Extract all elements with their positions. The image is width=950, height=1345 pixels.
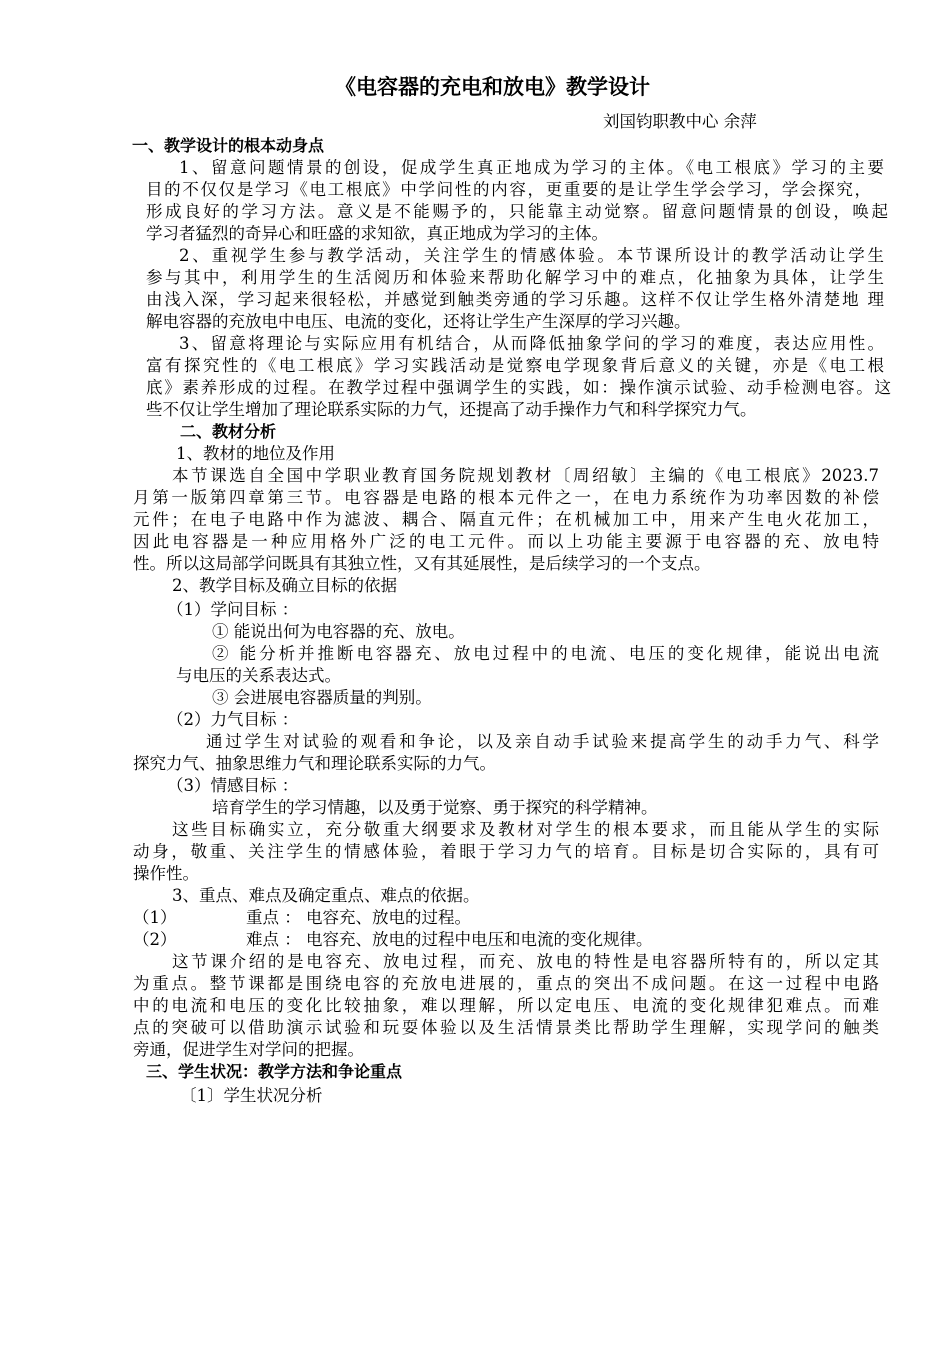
- goal-text: 培育学生的学习情趣，以及勇于觉察、勇于探究的科学精神。: [212, 798, 658, 817]
- key-point-number: （1）: [133, 908, 177, 927]
- goal-text: 探究力气、抽象思维力气和理论联系实际的力气。: [133, 754, 496, 773]
- paragraph-line: 元件；在电子电路中作为滤波、耦合、隔直元件；在机械加工中，用来产生电火花加工，: [133, 510, 879, 529]
- section-1-line: 参与其中，利用学生的生活阅历和体验来帮助化解学习中的难点，化抽象为具体，让学生: [146, 268, 884, 287]
- paragraph-line: 操作性。: [133, 864, 199, 883]
- paragraph-line: 为重点。整节课都是围绕电容的充放电进展的，重点的突出不成问题。在这一过程中电路: [133, 974, 879, 993]
- goal-item: ② 能分析并推断电容器充、放电过程中的电流、电压的变化规律，能说出电流: [212, 644, 879, 663]
- difficulty-number: （2）: [133, 930, 177, 949]
- document-title: 《电容器的充电和放电》教学设计: [335, 75, 650, 99]
- paragraph-line: 因此电容器是一种应用格外广泛的电工元件。而以上功能主要源于电容器的充、放电特: [133, 532, 879, 551]
- goal-label: （1）学问目标 ：: [167, 600, 299, 619]
- subsection-heading: 2、教学目标及确立目标的依据: [172, 576, 397, 595]
- paragraph-line: 这些目标确实立，充分敬重大纲要求及教材对学生的根本要求，而且能从学生的实际: [172, 820, 879, 839]
- goal-label: （3）情感目标 ：: [167, 776, 299, 795]
- goal-text: 通过学生对试验的观看和争论，以及亲自动手试验来提高学生的动手力气、科学: [206, 732, 879, 751]
- subsection-heading: 3、重点、难点及确定重点、难点的依据。: [172, 886, 480, 905]
- section-1-line: 由浅入深，学习起来很轻松，并感觉到触类旁通的学习乐趣。这样不仅让学生格外清楚地 理: [146, 290, 884, 309]
- section-1-line: 3、留意将理论与实际应用有机结合，从而降低抽象学问的学习的难度，表达应用性。: [179, 334, 884, 353]
- goal-label: （2）力气目标 ：: [167, 710, 299, 729]
- section-1-line: 形成良好的学习方法。意义是不能赐予的，只能靠主动觉察。留意问题情景的创设，唤起: [146, 202, 888, 221]
- section-2-heading: 二、教材分析: [180, 422, 277, 441]
- paragraph-line: 旁通，促进学生对学问的把握。: [133, 1040, 364, 1059]
- goal-item: ③ 会进展电容器质量的判别。: [212, 688, 432, 707]
- section-1-line: 目的不仅仅是学习《电工根底》中学问性的内容，更重要的是让学生学会学习，学会探究，: [146, 180, 871, 199]
- author-line: 刘国钧职教中心 余萍: [603, 112, 757, 131]
- difficulty-text: 难点 ： 电容充、放电的过程中电压和电流的变化规律。: [246, 930, 653, 949]
- section-1-line: 富有探究性的《电工根底》学习实践活动是觉察电学现象背后意义的关键，亦是《电工根: [146, 356, 884, 375]
- section-1-line: 1、留意问题情景的创设，促成学生真正地成为学习的主体。《电工根底》学习的主要: [179, 158, 884, 177]
- section-1-line: 底》素养形成的过程。在教学过程中强调学生的实践，如：操作演示试验、动手检测电容。这: [146, 378, 891, 397]
- section-1-heading: 一、教学设计的根本动身点: [132, 136, 325, 155]
- paragraph-line: 动身，敬重、关注学生的情感体验，着眼于学习力气的培育。目标是切合实际的，具有可: [133, 842, 879, 861]
- section-1-line: 学习者猛烈的奇异心和旺盛的求知欲，真正地成为学习的主体。: [146, 224, 608, 243]
- paragraph-line: 点的突破可以借助演示试验和玩耍体验以及生活情景类比帮助学生理解，实现学问的触类: [133, 1018, 879, 1037]
- key-point-text: 重点 ： 电容充、放电的过程。: [246, 908, 471, 927]
- paragraph-line: 中的电流和电压的变化比较抽象，难以理解，所以定电压、电流的变化规律犯难点。而难: [133, 996, 879, 1015]
- subsection-heading: 1、教材的地位及作用: [176, 444, 335, 463]
- paragraph-line: 性。所以这局部学问既具有其独立性，又有其延展性，是后续学习的一个支点。: [133, 554, 711, 573]
- section-3-heading: 三、学生状况：教学方法和争论重点: [146, 1062, 403, 1081]
- goal-item: ① 能说出何为电容器的充、放电。: [212, 622, 465, 641]
- paragraph-line: 月第一版第四章第三节。电容器是电路的根本元件之一，在电力系统作为功率因数的补偿: [133, 488, 879, 507]
- section-1-line: 解电容器的充放电中电压、电流的变化，还将让学生产生深厚的学习兴趣。: [146, 312, 691, 331]
- goal-item: 与电压的关系表达式。: [176, 666, 341, 685]
- section-1-line: 2、重视学生参与教学活动，关注学生的情感体验。本节课所设计的教学活动让学生: [179, 246, 884, 265]
- section-1-line: 些不仅让学生增加了理论联系实际的力气，还提高了动手操作力气和科学探究力气。: [146, 400, 757, 419]
- paragraph-line: 这节课介绍的是电容充、放电过程，而充、放电的特性是电容器所特有的，所以定其: [172, 952, 879, 971]
- subsection-heading: 〔1〕学生状况分析: [180, 1086, 323, 1105]
- paragraph-line: 本节课选自全国中学职业教育国务院规划教材〔周绍敏〕主编的《电工根底》2023.7: [172, 466, 879, 485]
